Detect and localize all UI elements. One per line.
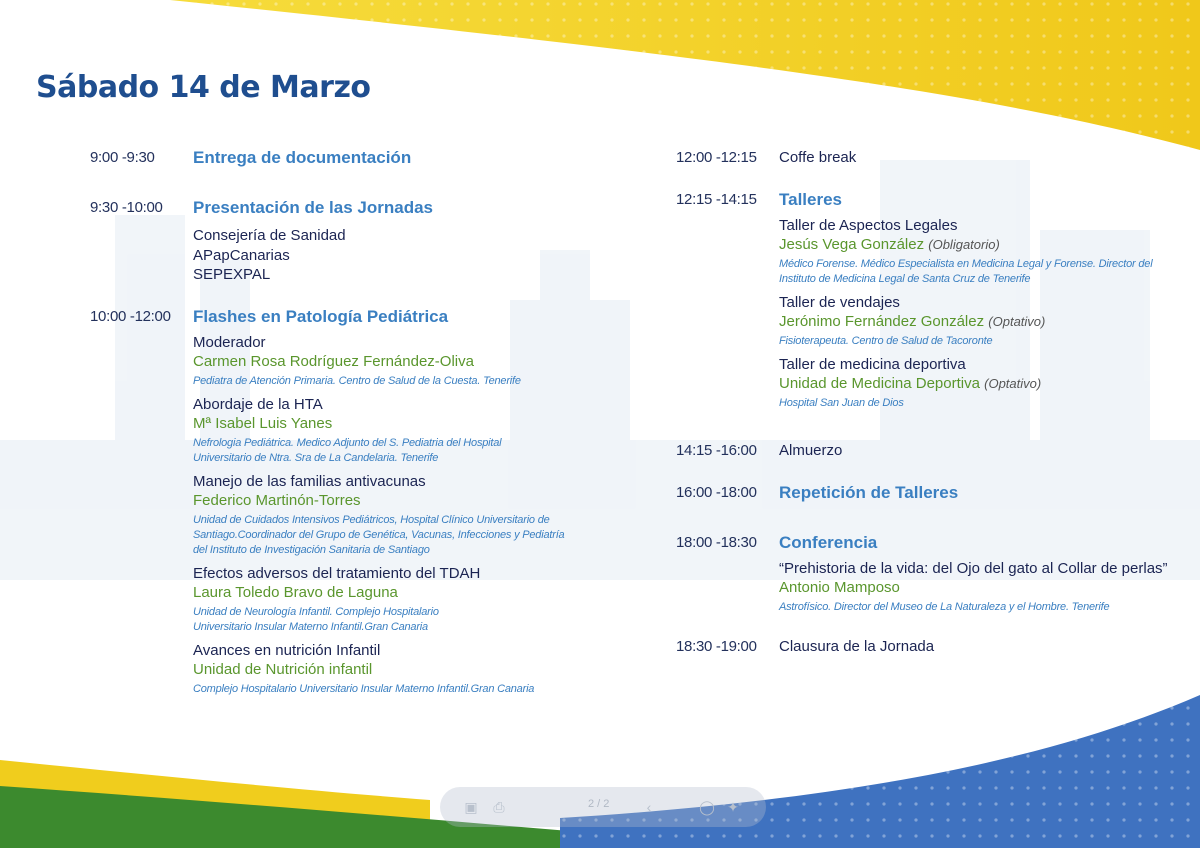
speaker-affiliation: Fisioterapeuta. Centro de Salud de Tacoronte bbox=[779, 335, 993, 347]
speaker-name-text: Jesús Vega González bbox=[779, 236, 925, 253]
workshop-item bbox=[779, 216, 1191, 287]
talk-title: Abordaje de la HTA bbox=[193, 395, 323, 413]
speaker-affiliation: Astrofísico. Director del Museo de La Naturaleza y el Hombre. Tenerife bbox=[779, 601, 1110, 613]
schedule-right-column bbox=[676, 148, 1191, 657]
schedule-entry bbox=[676, 637, 1191, 657]
organizer-name: APapCanarias bbox=[193, 246, 290, 264]
schedule-entry bbox=[676, 533, 1191, 615]
speaker-name bbox=[779, 374, 1191, 393]
speaker-name: Laura Toledo Bravo de Laguna bbox=[193, 583, 398, 601]
talk-item bbox=[193, 395, 590, 466]
talk-item bbox=[193, 472, 590, 558]
time-slot: 18:30 -19:00 bbox=[676, 638, 757, 655]
workshop-title: Taller de medicina deportiva bbox=[779, 356, 966, 373]
talk-item bbox=[193, 564, 590, 635]
speaker-name: Federico Martinón-Torres bbox=[193, 491, 361, 509]
workshop-item bbox=[779, 293, 1191, 349]
speaker-name: Mª Isabel Luis Yanes bbox=[193, 414, 333, 432]
session-heading: Repetición de Talleres bbox=[779, 483, 959, 502]
speaker-affiliation: Unidad de Cuidados Intensivos Pediátricos, Hospital Clínico Universitario de Santiago.Coordinador del Grupo de Genética, Vacunas, Infecciones y Pediatría del Instituto de Investigación Sanitaria de Santiago bbox=[193, 513, 565, 556]
talk-title: Efectos adversos del tratamiento del TDAH bbox=[193, 564, 481, 582]
talk-title: Manejo de las familias antivacunas bbox=[193, 472, 426, 490]
time-slot: 9:00 -9:30 bbox=[90, 149, 155, 166]
schedule-entry bbox=[676, 483, 1191, 503]
time-slot: 12:15 -14:15 bbox=[676, 191, 757, 208]
speaker-affiliation: Pediatra de Atención Primaria. Centro de Salud de la Cuesta. Tenerife bbox=[193, 374, 521, 387]
schedule-entry bbox=[90, 148, 590, 168]
schedule-entry bbox=[676, 441, 1191, 461]
zoom-icon[interactable]: ◯ bbox=[699, 799, 715, 815]
speaker-name: Unidad de Nutrición infantil bbox=[193, 660, 373, 678]
talk-item bbox=[193, 641, 590, 697]
workshop-item bbox=[779, 355, 1191, 411]
organizer-list bbox=[193, 226, 590, 285]
session-heading: Entrega de documentación bbox=[193, 148, 412, 167]
speaker-affiliation: Nefrologia Pediátrica. Medico Adjunto del S. Pediatria del Hospital Universitario de Ntra. Sra de La Candelaria. Tenerife bbox=[193, 436, 502, 464]
session-heading: Presentación de las Jornadas bbox=[193, 198, 433, 217]
time-slot: 10:00 -12:00 bbox=[90, 307, 171, 325]
workshop-title: Taller de Aspectos Legales bbox=[779, 217, 958, 234]
workshop-tag: (Optativo) bbox=[988, 314, 1046, 329]
schedule-entry bbox=[676, 190, 1191, 411]
talk-title: Avances en nutrición Infantil bbox=[193, 641, 381, 659]
time-slot: 18:00 -18:30 bbox=[676, 534, 757, 551]
speaker-affiliation: Médico Forense. Médico Especialista en Medicina Legal y Forense. Director del Instituto de Medicina Legal de Santa Cruz de Tenerife bbox=[779, 258, 1153, 285]
speaker-name: Carmen Rosa Rodríguez Fernández-Oliva bbox=[193, 352, 474, 370]
talk-item bbox=[779, 559, 1191, 615]
session-heading: Talleres bbox=[779, 190, 843, 209]
organizer-name: Consejería de Sanidad bbox=[193, 227, 346, 244]
talk-item bbox=[193, 333, 590, 389]
organizer-name: SEPEXPAL bbox=[193, 266, 271, 283]
schedule-entry bbox=[90, 198, 590, 285]
time-slot: 12:00 -12:15 bbox=[676, 149, 757, 166]
workshop-title: Taller de vendajes bbox=[779, 294, 900, 311]
talk-title: “Prehistoria de la vida: del Ojo del gato al Collar de perlas” bbox=[779, 560, 1168, 577]
speaker-name-text: Jerónimo Fernández González bbox=[779, 313, 985, 330]
schedule-left-column bbox=[90, 148, 590, 697]
page-title: Sábado 14 de Marzo bbox=[36, 70, 371, 105]
session-heading: Flashes en Patología Pediátrica bbox=[193, 306, 449, 326]
speaker-affiliation: Unidad de Neurología Infantil. Complejo Hospitalario Universitario Insular Materno Infantil.Gran Canaria bbox=[193, 605, 439, 633]
adobe-icon[interactable]: ✦ bbox=[727, 799, 739, 815]
page-indicator: 2 / 2 bbox=[588, 798, 610, 810]
speaker-name bbox=[779, 312, 1191, 331]
session-text: Almuerzo bbox=[779, 442, 843, 459]
session-heading: Conferencia bbox=[779, 533, 878, 552]
time-slot: 9:30 -10:00 bbox=[90, 199, 163, 216]
speaker-name bbox=[779, 235, 1191, 254]
session-text: Clausura de la Jornada bbox=[779, 638, 935, 655]
previous-page-icon[interactable]: ‹ bbox=[646, 799, 652, 815]
speaker-name-text: Unidad de Medicina Deportiva bbox=[779, 375, 980, 392]
speaker-affiliation: Complejo Hospitalario Universitario Insular Materno Infantil.Gran Canaria bbox=[193, 682, 535, 695]
time-slot: 14:15 -16:00 bbox=[676, 442, 757, 459]
workshop-tag: (Obligatorio) bbox=[928, 237, 1000, 252]
schedule-entry bbox=[90, 307, 590, 697]
time-slot: 16:00 -18:00 bbox=[676, 484, 757, 501]
speaker-name: Antonio Mamposo bbox=[779, 579, 900, 596]
session-text: Coffe break bbox=[779, 149, 857, 166]
schedule-entry bbox=[676, 148, 1191, 168]
talk-title: Moderador bbox=[193, 333, 266, 351]
print-icon[interactable]: ⎙ bbox=[493, 799, 505, 815]
save-icon[interactable]: ▣ bbox=[464, 799, 478, 815]
workshop-tag: (Optativo) bbox=[984, 376, 1042, 391]
speaker-affiliation: Hospital San Juan de Dios bbox=[779, 397, 904, 409]
